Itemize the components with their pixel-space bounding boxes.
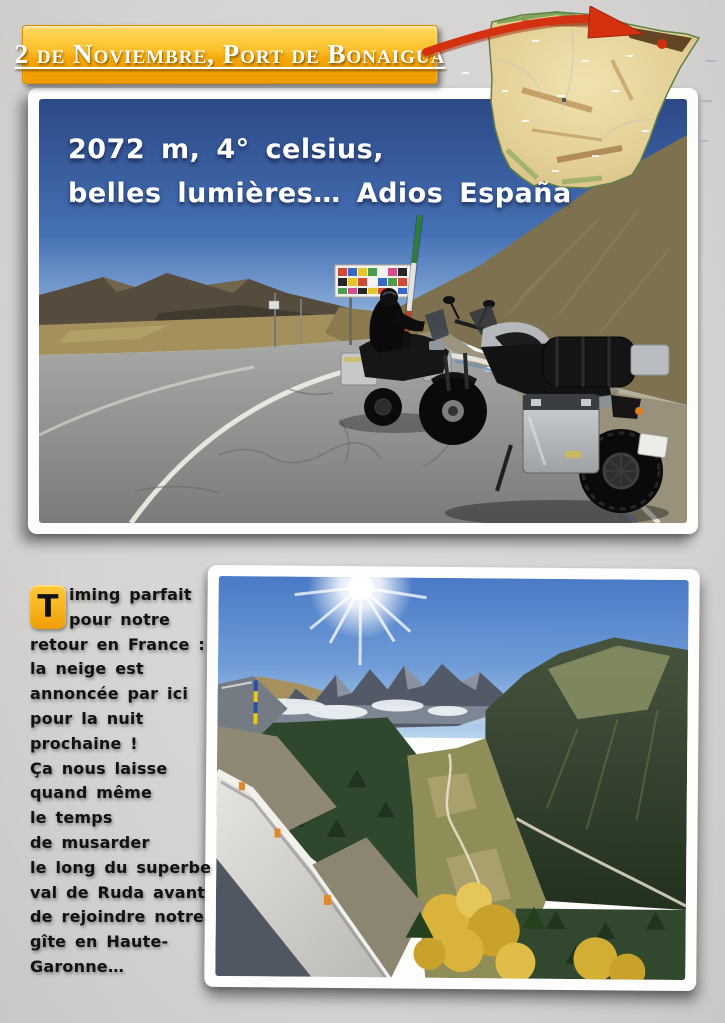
text-line: val de Ruda avant — [30, 882, 206, 902]
text-line: de musarder — [30, 832, 150, 852]
text-line: gîte en Haute- — [30, 932, 169, 952]
caption-line-2: belles lumières… Adios España — [68, 178, 572, 209]
text-line: le temps — [30, 808, 113, 828]
photo-caption — [68, 128, 572, 216]
date-banner — [14, 25, 446, 84]
dropcap-letter: T — [30, 585, 66, 629]
caption-line-1: 2072 m, 4° celsius, — [68, 134, 384, 165]
text-line: Garonne… — [30, 956, 125, 976]
text-line: pour notre — [69, 609, 171, 629]
text-line: Ça nous laisse — [30, 758, 168, 778]
text-line: annoncée par ici — [30, 684, 189, 704]
text-line: le long du superbe — [30, 857, 212, 877]
text-line: la neige est — [30, 659, 144, 679]
route-arrow-icon — [420, 6, 680, 66]
text-line: de rejoindre notre — [30, 907, 205, 927]
text-line: pour la nuit — [30, 708, 144, 728]
text-line: retour en France : — [30, 634, 205, 654]
valley-photo-image — [215, 576, 688, 980]
snow-pole — [253, 680, 257, 724]
valley-photo-frame — [204, 565, 700, 991]
text-line: iming parfait — [69, 585, 192, 604]
text-line: quand même — [30, 783, 153, 803]
journal-text — [30, 583, 216, 980]
text-line: prochaine ! — [30, 733, 138, 753]
date-banner-title: 2 de Noviembre, Port de Bonaigua — [14, 39, 446, 69]
